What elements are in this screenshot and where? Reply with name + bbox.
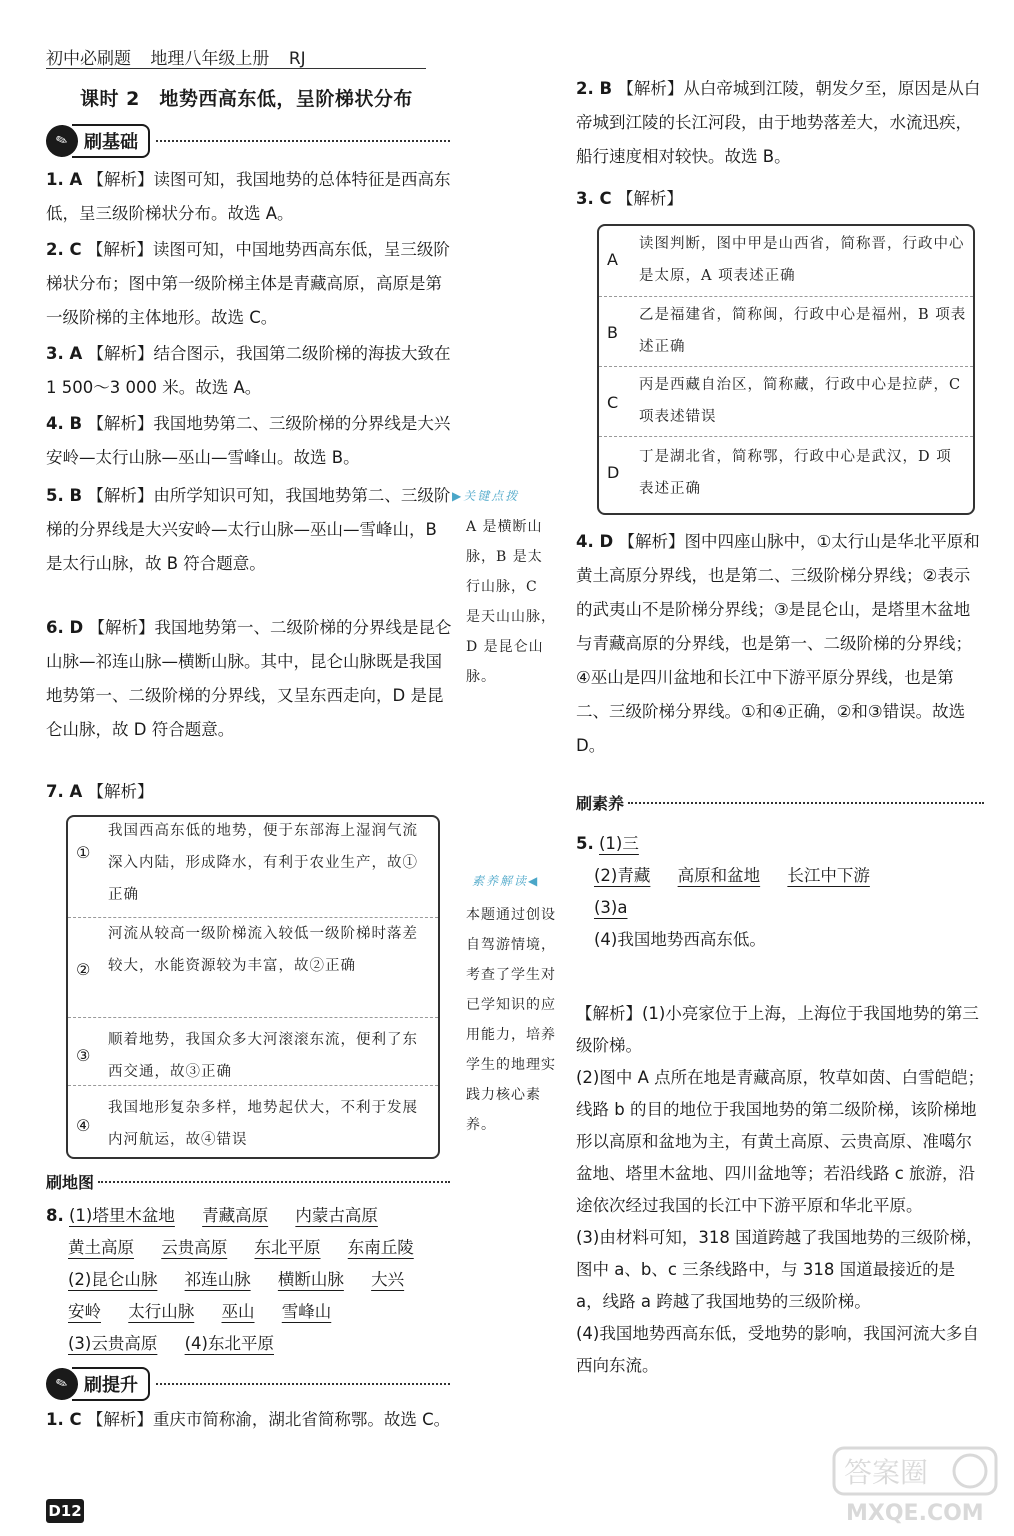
section-map [46, 1170, 450, 1193]
dotted-divider [156, 1383, 450, 1385]
answer-text: 【解析】由所学知识可知，我国地势第二、三级阶梯的分界线是大兴安岭—太行山脉—巫山—雪峰山，B 是太行山脉，故 B 符合题意。 [46, 486, 451, 573]
pencil-badge-icon: ✎ [41, 1363, 82, 1404]
fill-answer: 青藏高原 [202, 1206, 269, 1225]
fill-answer: (4)我国地势西高东低。 [594, 930, 766, 949]
q5-line [576, 924, 986, 956]
analysis-paragraph: (2)图中 A 点所在地是青藏高原，牧草如茵、白雪皑皑；线路 b 的目的地位于我国地势的第二级阶梯，该阶梯地形以高原和盆地为主，有黄土高原、云贵高原、准噶尔盆地、塔里木盆地、四川盆地等；若沿线路 c 旅游，沿途依次经过我国的长江中下游平原和华北平原。 [576, 1068, 985, 1215]
header-rule [46, 68, 426, 69]
answer-left-q7 [46, 775, 452, 809]
dotted-divider [628, 802, 984, 804]
row-label: D [607, 463, 620, 482]
analysis-paragraph: (3)由材料可知，318 国道跨越了我国地势的三级阶梯，图中 a、b、c 三条线路中，与 318 国道最接近的是 a，线路 a 跨越了我国地势的三级阶梯。 [576, 1228, 983, 1311]
answer-right-q5 [576, 828, 986, 956]
row-text: 丁是湖北省，简称鄂，行政中心是武汉，D 项表述正确 [639, 449, 952, 497]
row-label: ② [76, 960, 91, 979]
question-number: 1. A [46, 170, 83, 189]
row-text: 丙是西藏自治区，简称藏，行政中心是拉萨，C 项表述错误 [639, 377, 962, 425]
answer-right-q4 [576, 525, 986, 763]
row-label: ③ [76, 1046, 91, 1065]
row-label: A [607, 250, 618, 269]
analysis-paragraph: (4)我国地势西高东低，受地势的影响，我国河流大多自西向东流。 [576, 1324, 979, 1375]
row-label: C [607, 393, 619, 412]
question-number: 7. A [46, 782, 83, 801]
section-improve-label: 刷提升 [72, 1367, 150, 1401]
section-improve [46, 1368, 450, 1400]
question-number: 4. D [576, 532, 614, 551]
section-literacy [576, 791, 984, 814]
answer-right-q3 [576, 182, 986, 216]
fill-answer: 横断山脉 [277, 1270, 344, 1289]
fill-answer: 内蒙古高原 [295, 1206, 378, 1225]
question-number: 6. D [46, 618, 84, 637]
section-map-label: 刷地图 [46, 1173, 95, 1192]
literacy-tag: 素养解读◀ [472, 874, 540, 888]
key-point-note: A 是横断山脉，B 是太行山脉，C 是天山山脉，D 是昆仑山脉。 [466, 519, 556, 685]
answer-left-q6 [46, 611, 452, 747]
question-number: 5. B [46, 486, 83, 505]
dotted-divider [156, 140, 450, 142]
answer-text: 【解析】我国地势第二、三级阶梯的分界线是大兴安岭—太行山脉—巫山—雪峰山。故选 B。 [46, 414, 451, 467]
answer-left-q1 [46, 163, 454, 231]
q8-line [46, 1264, 466, 1296]
row-text: 乙是福建省，简称闽，行政中心是福州，B 项表述正确 [639, 307, 967, 355]
q5-line [576, 828, 986, 860]
row-label: B [607, 323, 618, 342]
q3-analysis-table [597, 224, 975, 515]
row-text: 河流从较高一级阶梯流入较低一级阶梯时落差较大，水能资源较为丰富，故②正确 [108, 926, 418, 974]
answer-left-q2 [46, 233, 454, 335]
row-text: 我国地形复杂多样，地势起伏大，不利于发展内河航运，故④错误 [108, 1100, 418, 1148]
q5-line [576, 892, 986, 924]
literacy-note: 本题通过创设自驾游情境，考查了学生对已学知识的应用能力，培养学生的地理实践力核心素养。 [466, 907, 556, 1133]
edition-name: RJ [288, 49, 306, 69]
watermark-brand: 答案圈 [844, 1456, 929, 1489]
table-row [68, 1085, 438, 1156]
answer-text: 【解析】 [87, 782, 154, 801]
section-literacy-label: 刷素养 [576, 794, 625, 813]
row-text: 读图判断，图中甲是山西省，简称晋，行政中心是太原，A 项表述正确 [639, 236, 965, 284]
fill-answer: 巫山 [221, 1302, 255, 1321]
fill-answer: (1)三 [599, 834, 639, 853]
fill-answer: 太行山脉 [128, 1302, 195, 1321]
row-text: 顺着地势，我国众多大河滚滚东流，便利了东西交通，故③正确 [108, 1032, 418, 1080]
page-header [46, 44, 306, 69]
q8-line [46, 1232, 466, 1264]
table-row [68, 817, 438, 902]
fill-answer: 安岭 [68, 1302, 101, 1321]
q5-analysis [576, 998, 986, 1382]
fill-answer: 大兴 [371, 1270, 405, 1289]
fill-answer: (3)云贵高原 [68, 1334, 158, 1353]
analysis-paragraph: 【解析】(1)小亮家位于上海，上海位于我国地势的第三级阶梯。 [576, 1004, 979, 1055]
answer-text: 【解析】 [616, 189, 683, 208]
fill-answer: 雪峰山 [281, 1302, 332, 1321]
table-row [599, 366, 973, 437]
question-number: 2. C [46, 240, 82, 259]
row-text: 我国西高东低的地势，便于东部海上湿润气流深入内陆，形成降水，有利于农业生产，故①正确 [108, 823, 418, 903]
fill-answer: (2)青藏 [594, 866, 651, 885]
answer-left-q8 [46, 1200, 466, 1360]
fill-answer: 东北平原 [254, 1238, 321, 1257]
section-basic [46, 125, 450, 157]
answer-left-q5 [46, 479, 452, 581]
fill-answer: (2)昆仑山脉 [68, 1270, 158, 1289]
answer-text: 【解析】读图可知，我国地势的总体特征是西高东低，呈三级阶梯状分布。故选 A。 [46, 170, 451, 223]
answer-text: 【解析】结合图示，我国第二级阶梯的海拔大致在 1 500～3 000 米。故选 A。 [46, 344, 451, 397]
table-row [68, 917, 438, 1003]
answer-text: 【解析】重庆市简称渝，湖北省简称鄂。故选 C。 [86, 1410, 451, 1429]
watermark-logo [830, 1442, 1000, 1528]
q8-line [46, 1296, 466, 1328]
fill-answer: (3)a [594, 898, 628, 917]
series-name: 初中必刷题 [46, 49, 131, 69]
answer-improve-q1 [46, 1403, 454, 1437]
lesson-title: 课时 2 地势西高东低，呈阶梯状分布 [80, 88, 413, 110]
answer-text: 【解析】我国地势第一、二级阶梯的分界线是昆仑山脉—祁连山脉—横断山脉。其中，昆仑山脉既是我国地势第一、二级阶梯的分界线，又呈东西走向，D 是昆仑山脉，故 D 符合题意。 [46, 618, 452, 739]
key-point-tag: ▶关键点拨 [452, 489, 520, 503]
fill-answer: (1)塔里木盆地 [69, 1206, 175, 1225]
answer-text: 【解析】从白帝城到江陵，朝发夕至，原因是从白帝城到江陵的长江河段，由于地势落差大，水流迅疾，船行速度相对较快。故选 B。 [576, 79, 981, 166]
fill-answer: 云贵高原 [161, 1238, 228, 1257]
dotted-divider [98, 1181, 450, 1183]
fill-answer: 黄土高原 [68, 1238, 134, 1257]
fill-answer: 祁连山脉 [184, 1270, 251, 1289]
row-label: ① [76, 843, 91, 862]
q7-analysis-table [66, 815, 440, 1159]
table-row [599, 226, 973, 296]
question-number: 3. A [46, 344, 83, 363]
question-number: 2. B [576, 79, 613, 98]
answer-left-q4 [46, 407, 454, 475]
fill-answer: 东南丘陵 [347, 1238, 414, 1257]
question-number: 8. [46, 1206, 64, 1225]
q8-line [46, 1328, 466, 1360]
question-number: 5. [576, 834, 594, 853]
table-row [599, 296, 973, 367]
answer-text: 【解析】读图可知，中国地势西高东低，呈三级阶梯状分布；图中第一级阶梯主体是青藏高原，高原是第一级阶梯的主体地形。故选 C。 [46, 240, 450, 327]
question-number: 3. C [576, 189, 612, 208]
fill-answer: 高原和盆地 [677, 866, 761, 885]
q5-line [576, 860, 986, 892]
answer-right-q2 [576, 72, 986, 174]
subject-name: 地理八年级上册 [150, 49, 270, 69]
page-number: D12 [46, 1499, 84, 1523]
question-number: 4. B [46, 414, 83, 433]
answer-left-q3 [46, 337, 454, 405]
question-number: 1. C [46, 1410, 82, 1429]
table-row [599, 436, 973, 511]
row-label: ④ [76, 1116, 91, 1135]
table-row [68, 1017, 438, 1088]
fill-answer: 长江中下游 [787, 866, 870, 885]
fill-answer: (4)东北平原 [184, 1334, 274, 1353]
section-basic-label: 刷基础 [72, 124, 150, 158]
answer-text: 【解析】图中四座山脉中，①太行山是华北平原和黄土高原分界线，也是第二、三级阶梯分界线；②表示的武夷山不是阶梯分界线；③是昆仑山，是塔里木盆地与青藏高原的分界线，也是第一、二级阶梯的分界线；④巫山是四川盆地和长江中下游平原分界线，也是第二、三级阶梯分界线。①和④正确，②和③错误。故选 D。 [576, 532, 980, 755]
q8-line [46, 1200, 466, 1232]
watermark-url: MXQE.COM [846, 1501, 984, 1526]
pencil-badge-icon: ✎ [41, 120, 82, 161]
